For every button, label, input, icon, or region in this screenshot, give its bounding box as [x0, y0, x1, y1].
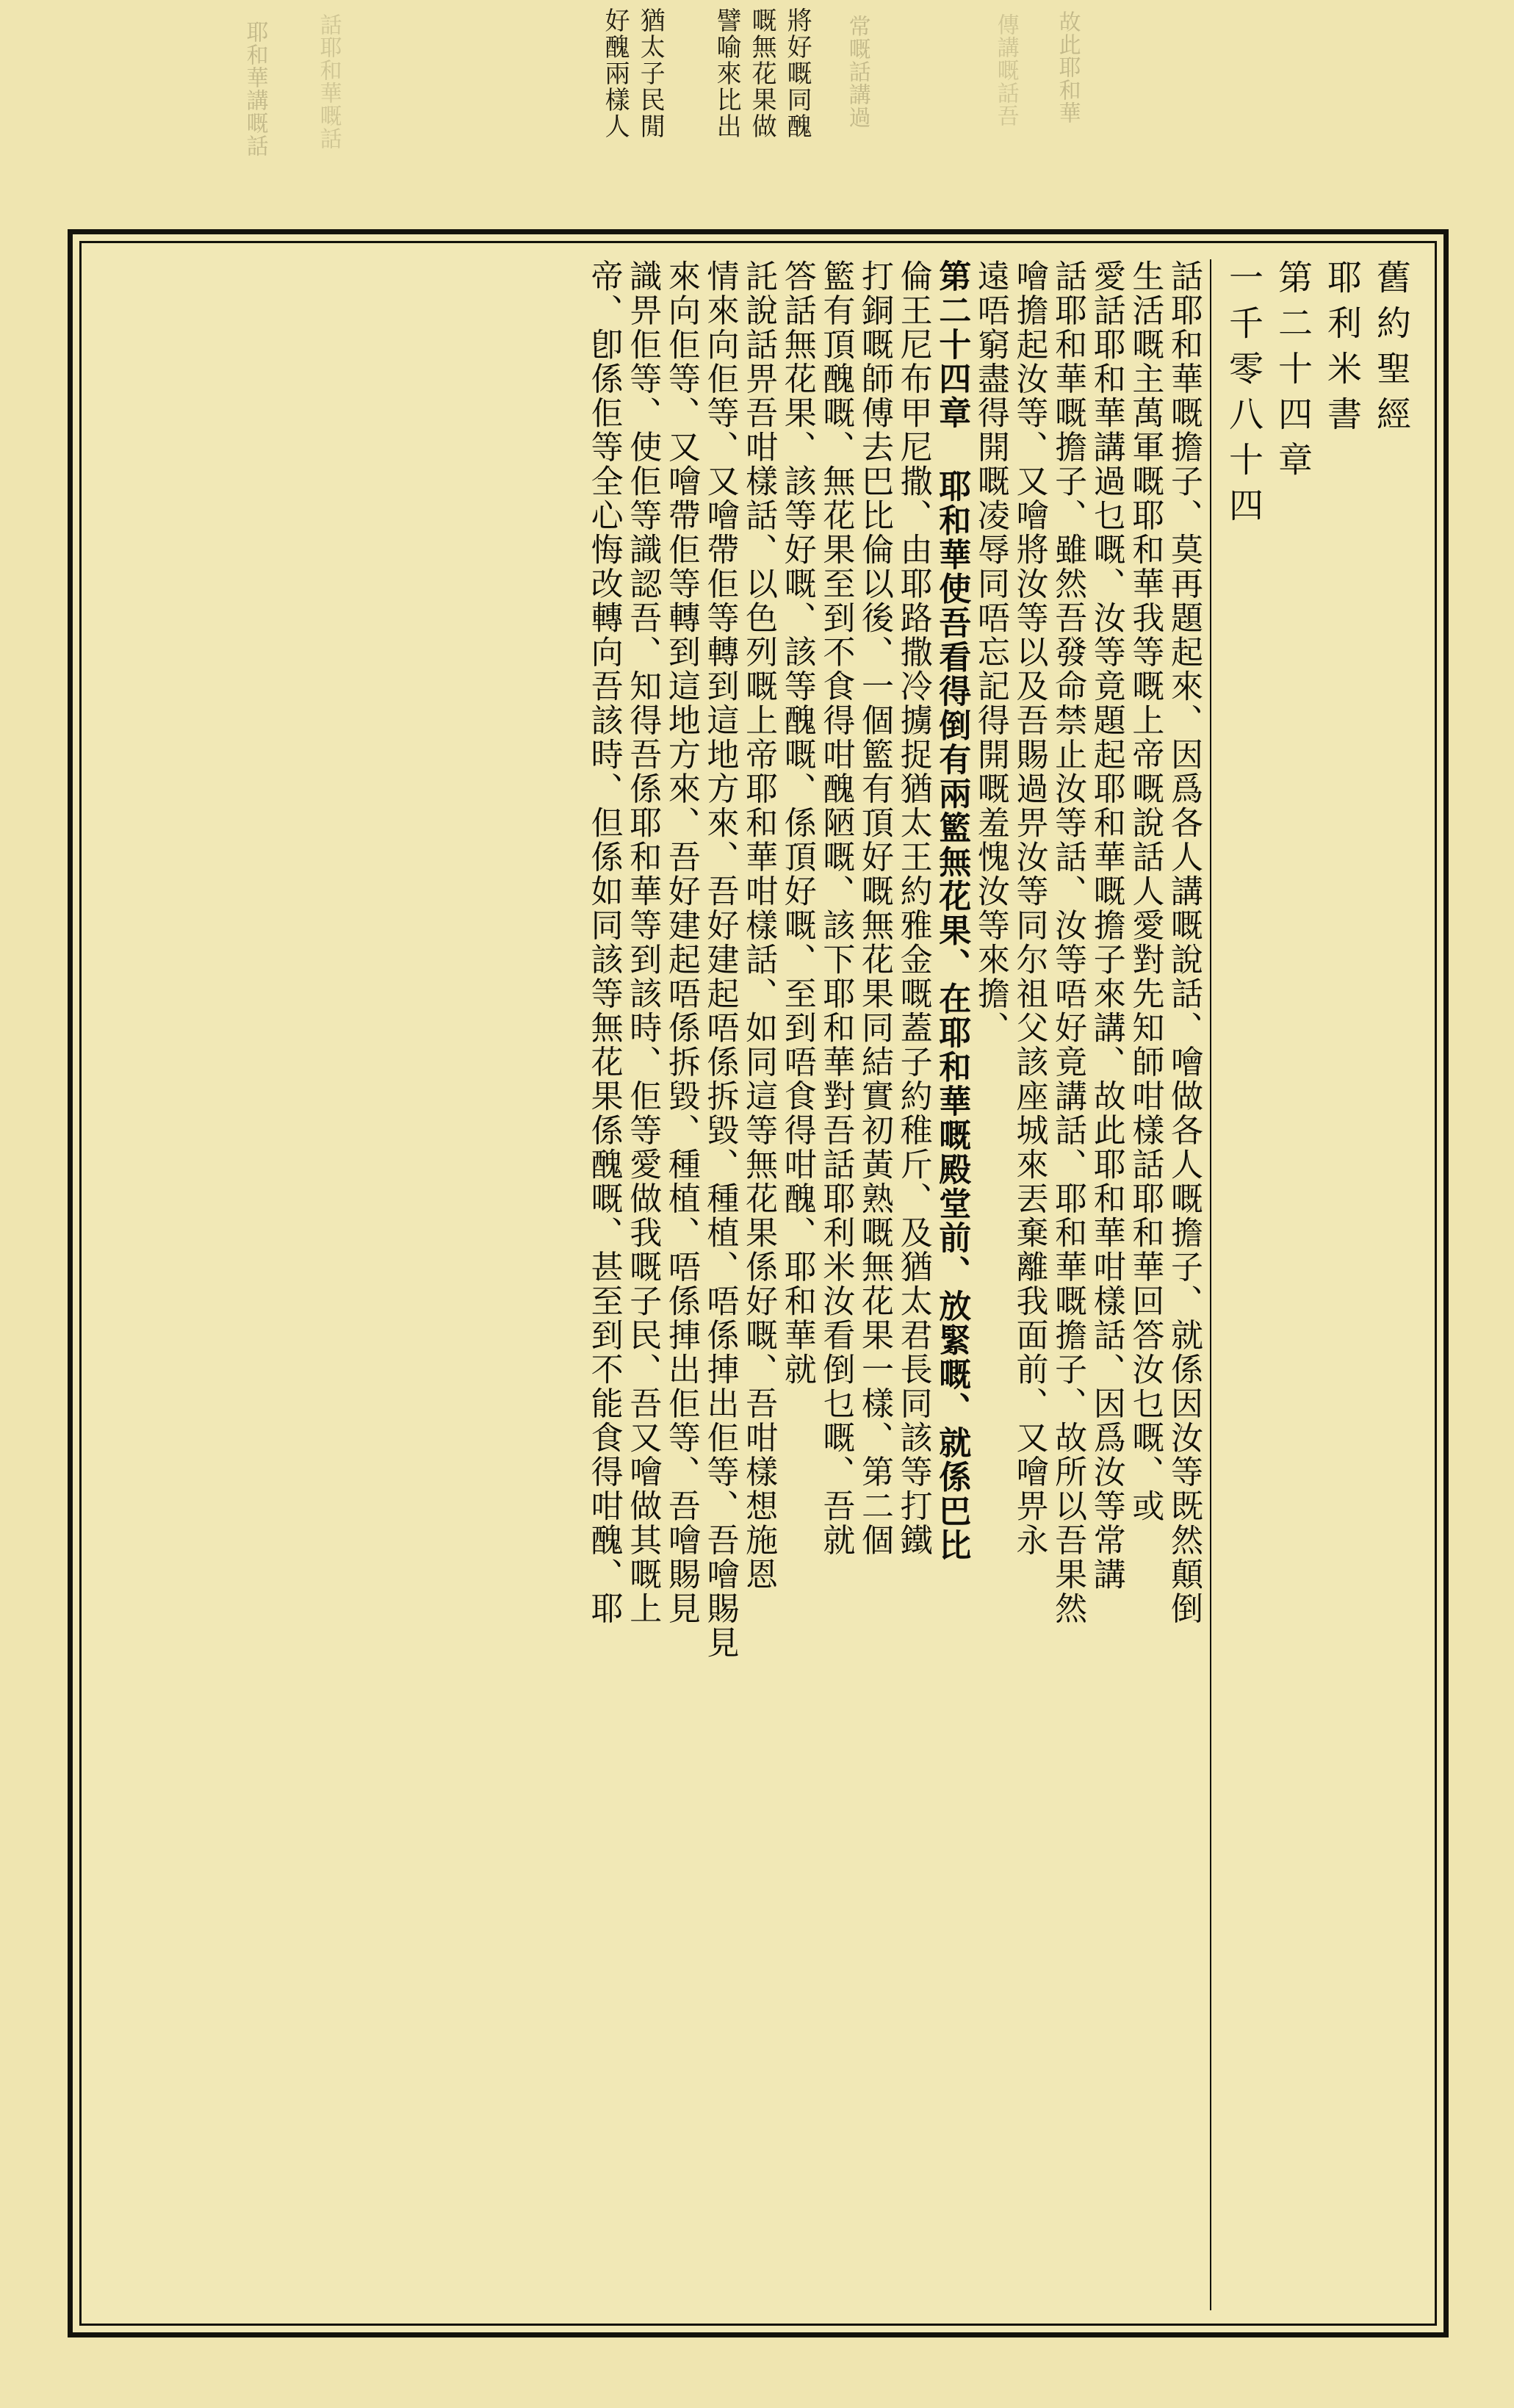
text-column: 話耶和華嘅擔子、莫再題起來、因爲各人講嘅說話、噲做各人嘅擔子、就係因汝等既然顛倒 [1165, 259, 1203, 1626]
margin-note-4: 將好嘅同醜 [782, 7, 812, 140]
text-column: 來向佢等、又噲帶佢等轉到這地方來、吾好建起唔係拆毀、種植、唔係捙出佢等、吾噲賜見 [662, 259, 700, 1626]
text-frame [68, 229, 1449, 2337]
margin-note-0: 好醜兩樣人 [600, 7, 630, 140]
text-column: 託說話畀吾咁樣話、以色列嘅上帝耶和華咁樣話、如同這等無花果係好嘅、吾咁樣想施恩 [740, 259, 778, 1592]
text-column: 話耶和華嘅擔子、雖然吾發命禁止汝等話、汝等唔好竟講話、耶和華嘅擔子、故所以吾果然 [1049, 259, 1087, 1626]
text-column: 打銅嘅師傅去巴比倫以後、一個籃有頂好嘅無花果同結實初黃熟嘅無花果一樣、第二個 [856, 259, 893, 1557]
bleed-through-3: 傳講嘅話吾 [992, 13, 1019, 127]
text-columns [101, 259, 1416, 2310]
page-header-column [1219, 259, 1416, 2310]
text-column: 帝、卽係佢等全心悔改轉向吾該時、但係如同該等無花果係醜嘅、甚至到不能食得咁醜、耶 [585, 259, 623, 1626]
chapter-title: 第二十四章 [1272, 259, 1313, 487]
text-column: 愛話耶和華講過乜嘅、汝等竟題起耶和華嘅擔子來講、故此耶和華咁樣話、因爲汝等常講 [1087, 259, 1125, 1592]
text-column: 倫王尼布甲尼撒、由耶路撒冷擄捉猶太王約雅金嘅蓋子約稚斤、及猶太君長同該等打鐵 [894, 259, 932, 1557]
page-number: 一千零八十四 [1223, 259, 1264, 533]
text-column: 識畀佢等、使佢等識認吾、知得吾係耶和華等到該時、佢等愛做我嘅子民、吾又噲做其嘅上 [624, 259, 662, 1626]
header-divider-rule [1210, 259, 1211, 2310]
text-column: 情來向佢等、又噲帶佢等轉到這地方來、吾好建起唔係拆毀、種植、唔係捙出佢等、吾噲賜見 [701, 259, 739, 1660]
marginalia-area [0, 0, 1514, 228]
margin-note-2: 譬喻來比出 [712, 7, 742, 140]
text-column: 籃有頂醜嘅、無花果至到不食得咁醜陋嘅、該下耶和華對吾話耶利米汝看倒乜嘅、吾就 [817, 259, 855, 1557]
text-frame-inner [79, 241, 1437, 2326]
text-column: 答話無花果、該等好嘅、該等醜嘅、係頂好嘅、至到唔食得咁醜、耶和華就 [778, 259, 816, 1387]
text-column: 噲擔起汝等、又噲將汝等以及吾賜過畀汝等同尔祖父該座城來丟棄離我面前、又噲畀永 [1010, 259, 1048, 1557]
margin-note-3: 嘅無花果做 [747, 7, 777, 140]
bleed-through-4: 故此耶和華 [1054, 10, 1081, 124]
text-column: 生活嘅主萬軍嘅耶和華我等嘅上帝嘅說話人愛對先知師咁樣話耶和華回答汝乜嘅、或 [1126, 259, 1164, 1524]
page-title: 舊約聖經 [1371, 259, 1411, 441]
bleed-through-0: 耶和華講嘅話 [242, 21, 268, 157]
bleed-through-2: 常嘅話講過 [844, 15, 870, 129]
chapter-heading-column: 第二十四章 耶和華使吾看得倒有兩籃無花果、在耶和華嘅殿堂前、放緊嘅、就係巴比 [933, 259, 971, 1562]
bleed-through-1: 話耶和華嘅話 [315, 13, 342, 150]
book-title: 耶利米書 [1322, 259, 1362, 441]
text-column: 遠唔窮盡得開嘅凌辱同唔忘記得開嘅羞愧汝等來擔、 [971, 259, 1009, 1045]
margin-note-1: 猶太子民閒 [635, 7, 666, 140]
